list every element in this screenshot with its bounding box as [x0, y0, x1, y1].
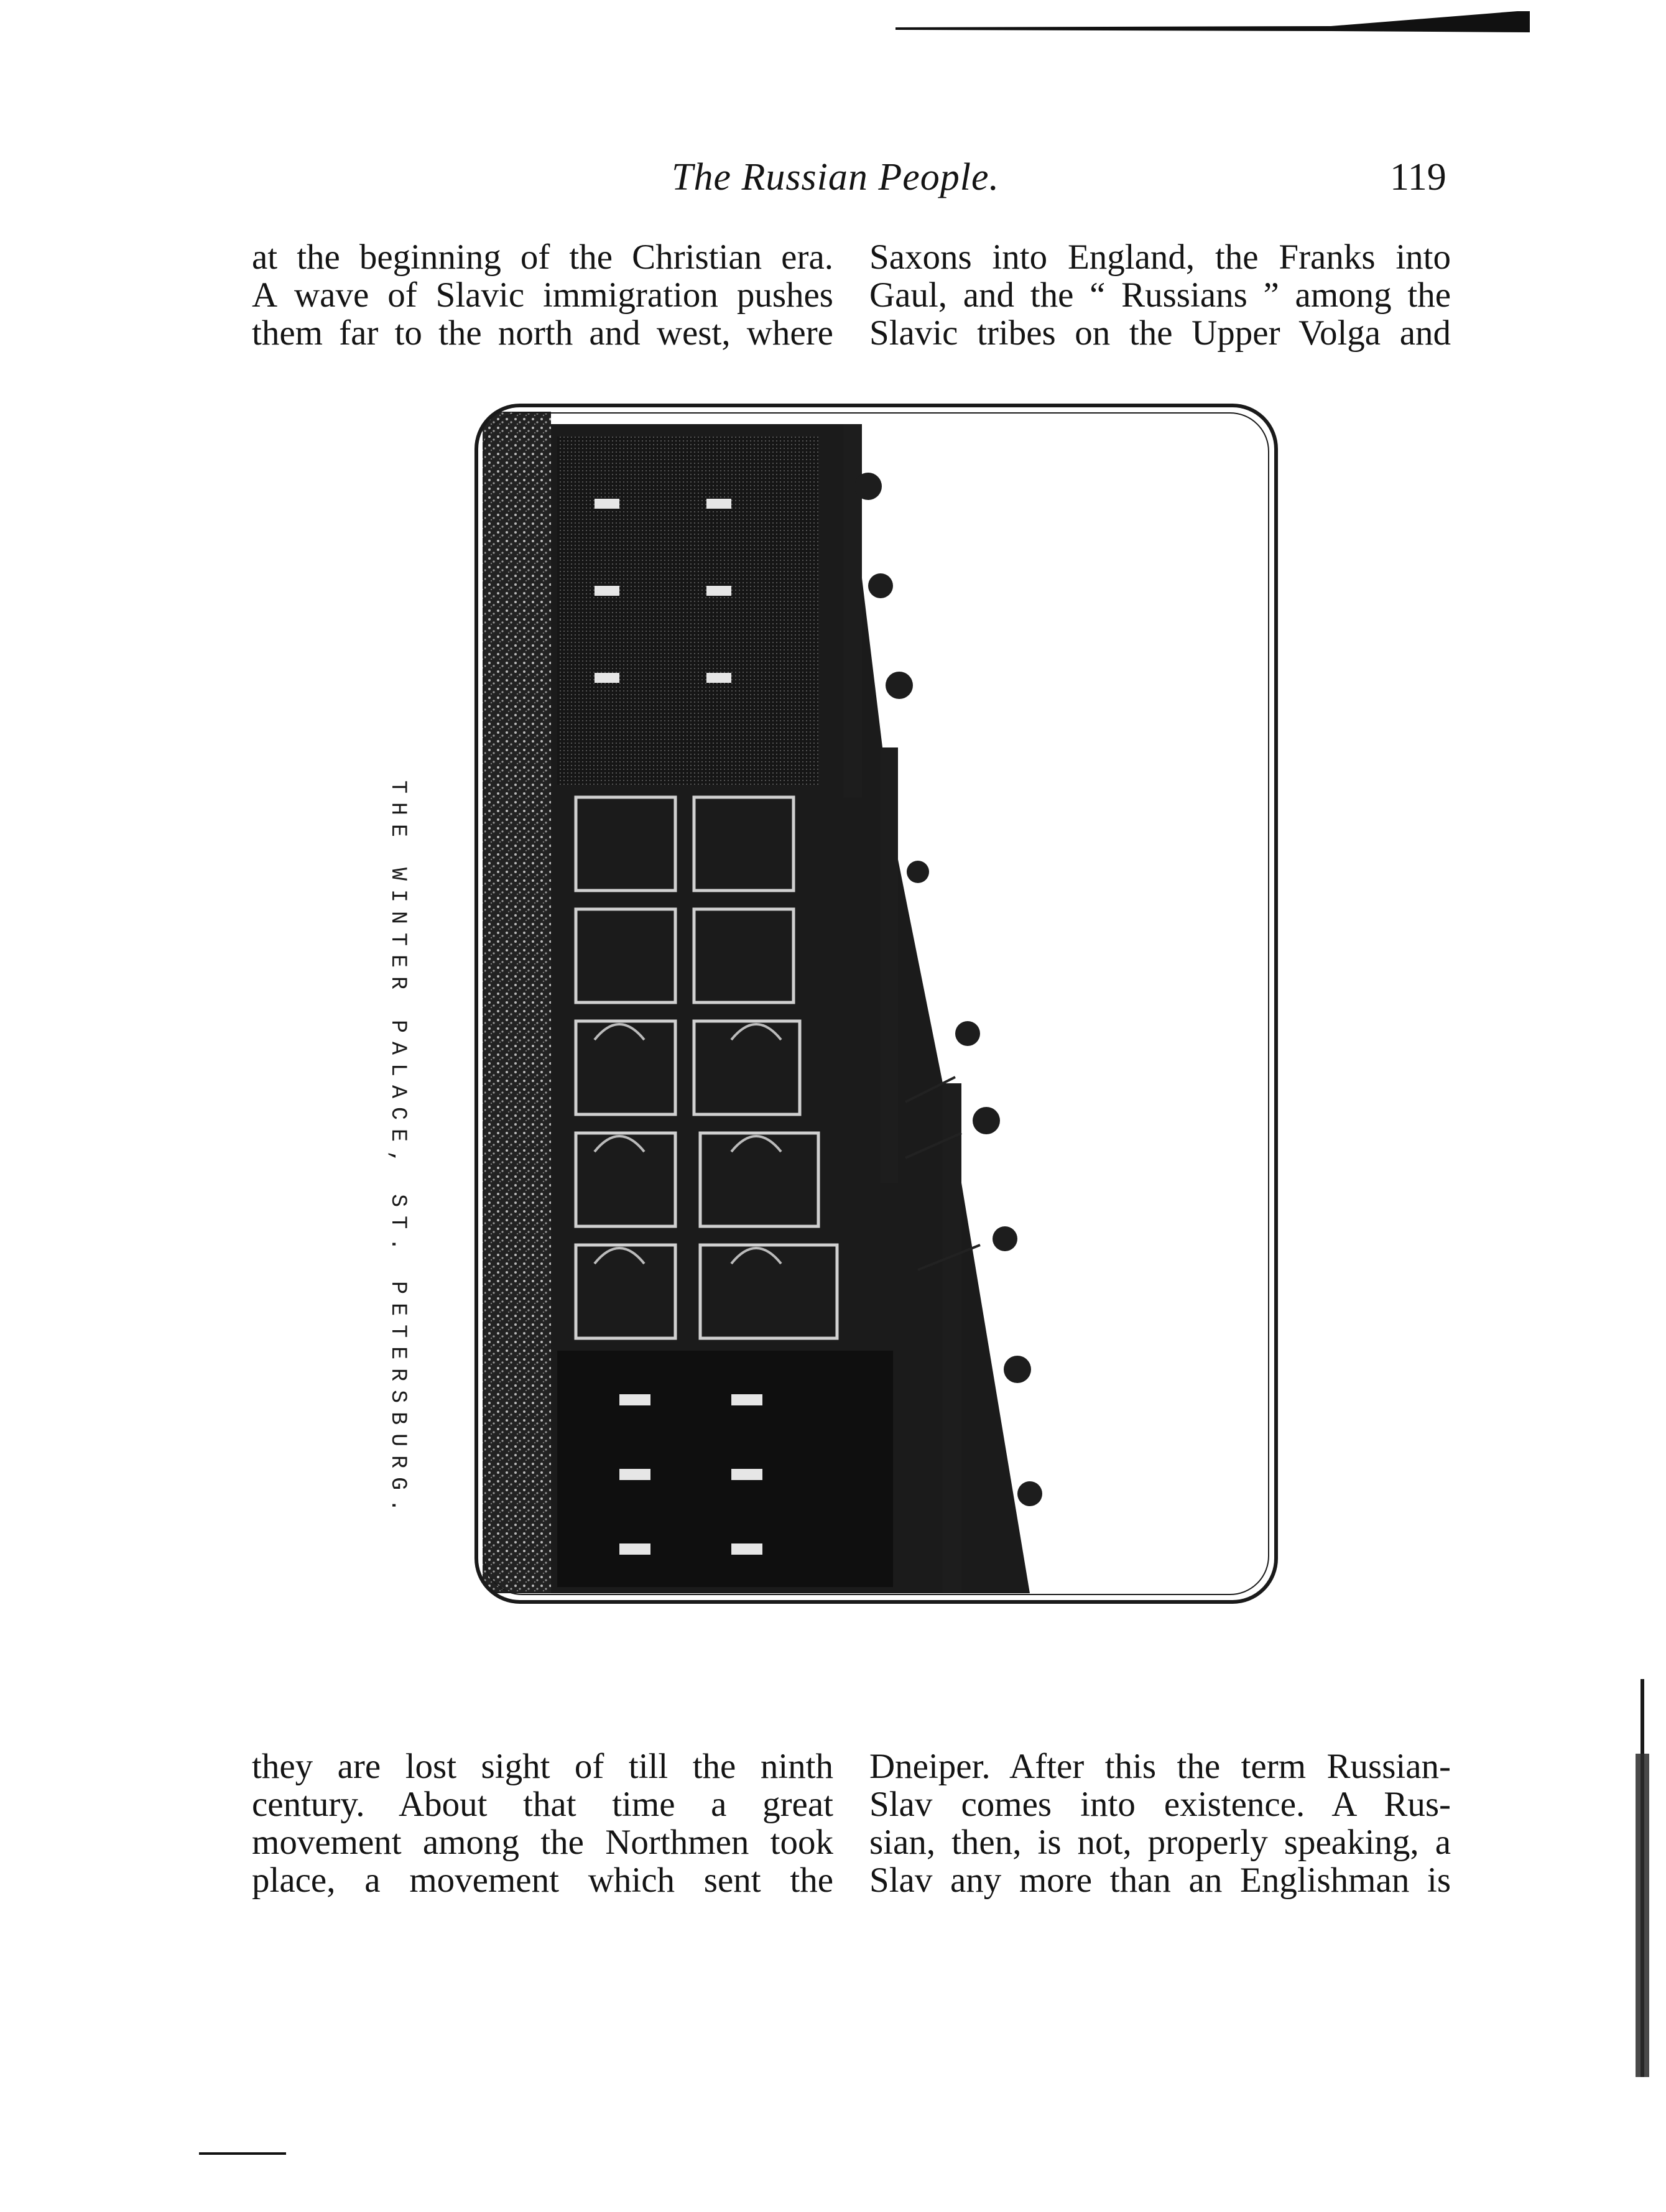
- text-line: movement among the Northmen took: [252, 1823, 833, 1862]
- plate-caption: THE WINTER PALACE, ST. PETERSBURG.: [386, 780, 410, 1521]
- plate-illustration: [470, 399, 1282, 1608]
- text-line: Slav comes into existence. A Rus-: [869, 1785, 1451, 1824]
- text-line: Slav any more than an Englishman is: [869, 1861, 1451, 1900]
- scan-edge-right: [1636, 1679, 1652, 2077]
- winter-palace-engraving: [470, 399, 1282, 1608]
- text-line: Saxons into England, the Franks into: [869, 238, 1451, 277]
- scan-edge-top: [895, 9, 1530, 34]
- text-line: place, a movement which sent the: [252, 1861, 833, 1900]
- page-number: 119: [1390, 156, 1446, 198]
- text-line: sian, then, is not, properly speaking, a: [869, 1823, 1451, 1862]
- text-line: Gaul, and the “ Russians ” among the: [869, 275, 1451, 315]
- scan-edge-bottom: [199, 2152, 286, 2155]
- text-line: they are lost sight of till the ninth: [252, 1747, 833, 1786]
- plate-caption-wrap: [386, 780, 435, 1521]
- text-line: century. About that time a great: [252, 1785, 833, 1824]
- text-column-bottom-left: [252, 1747, 833, 1899]
- text-line: A wave of Slavic immigration pushes: [252, 275, 833, 315]
- text-column-top-right: [869, 238, 1451, 352]
- text-line: at the beginning of the Christian era.: [252, 238, 833, 277]
- text-column-bottom-right: [869, 1747, 1451, 1899]
- text-line: Dneiper. After this the term Russian-: [869, 1747, 1451, 1786]
- text-column-top-left: [252, 238, 833, 352]
- text-line: Slavic tribes on the Upper Volga and: [869, 313, 1451, 353]
- running-head: The Russian People.: [672, 156, 999, 198]
- text-line: them far to the north and west, where: [252, 313, 833, 353]
